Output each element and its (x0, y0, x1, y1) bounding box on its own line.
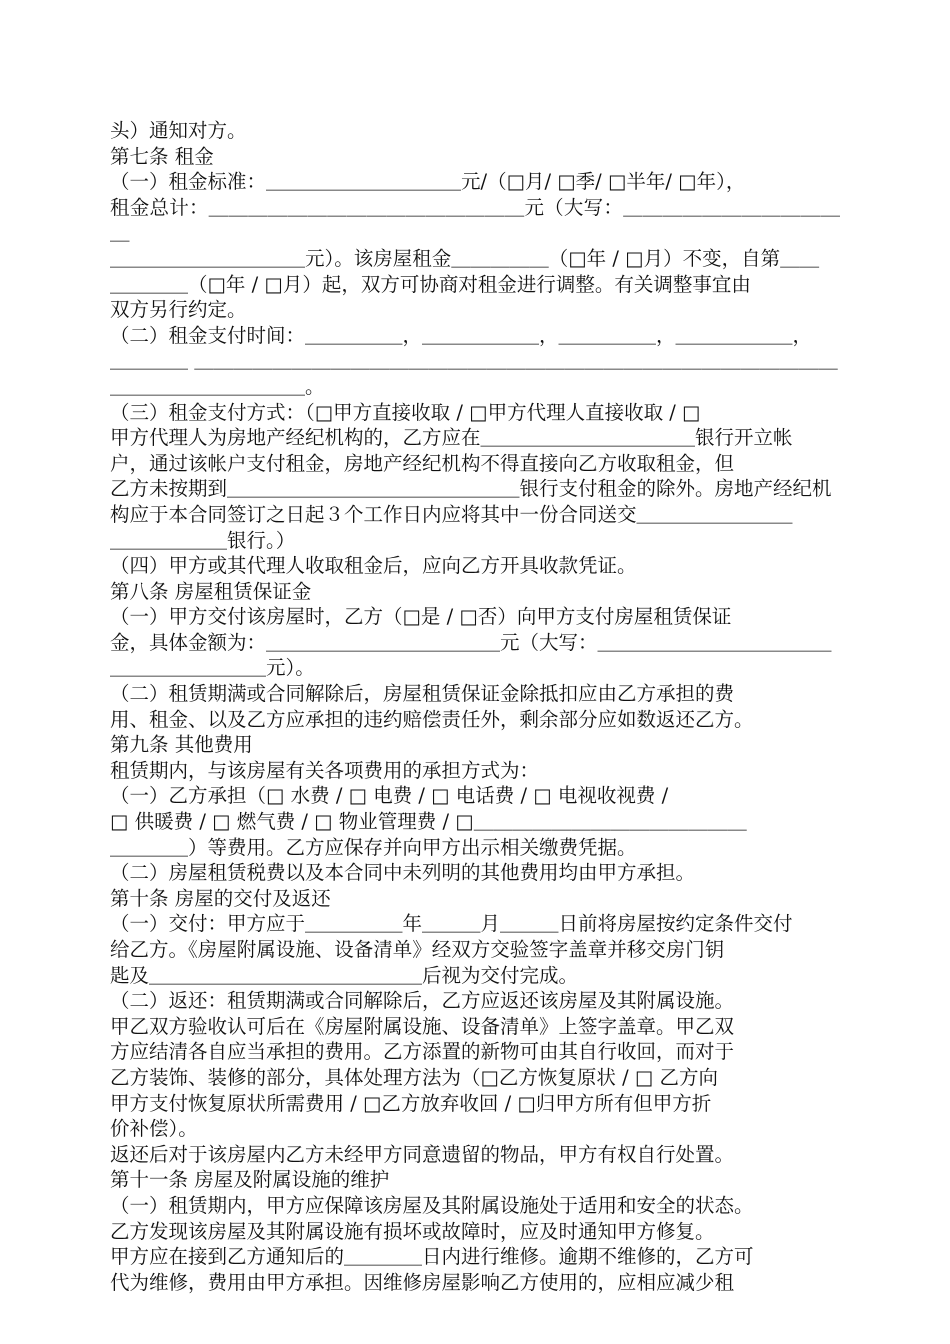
text-line: （二）返还：租赁期满或合同解除后，乙方应返还该房屋及其附属设施。 (110, 989, 735, 1013)
text-line: 乙方未按期到＿＿＿＿＿＿＿＿＿＿＿＿＿＿＿银行支付租金的除外。房地产经纪机 (110, 477, 832, 501)
contract-page (110, 118, 840, 1295)
text-line: ＿＿＿＿＿＿＿＿＿＿。 (110, 374, 325, 398)
text-line: 用、租金、以及乙方应承担的违约赔偿责任外，剩余部分应如数返还乙方。 (110, 707, 754, 731)
text-line: （一）交付：甲方应于＿＿＿＿＿年＿＿＿月＿＿＿日前将房屋按约定条件交付 (110, 912, 793, 936)
text-line: （二）租金支付时间：＿＿＿＿＿，＿＿＿＿＿＿，＿＿＿＿＿，＿＿＿＿＿＿， (110, 323, 813, 347)
text-line: 返还后对于该房屋内乙方未经甲方同意遗留的物品，甲方有权自行处置。 (110, 1142, 735, 1166)
text-line: 甲乙双方验收认可后在《房屋附属设施、设备清单》上签字盖章。甲乙双 (110, 1014, 735, 1038)
text-line: （一）乙方承担（□ 水费 / □ 电费 / □ 电话费 / □ 电视收视费 / (110, 784, 669, 808)
text-line: （一）租赁期内，甲方应保障该房屋及其附属设施处于适用和安全的状态。 (110, 1193, 754, 1217)
text-line: 构应于本合同签订之日起３个工作日内应将其中一份合同送交＿＿＿＿＿＿＿＿ (110, 502, 793, 526)
text-line: （三）租金支付方式：（□甲方直接收取 / □甲方代理人直接收取 / □ (110, 400, 701, 424)
text-line: 乙方装饰、装修的部分，具体处理方法为（□乙方恢复原状 / □ 乙方向 (110, 1065, 719, 1089)
text-line: ＿＿＿＿）等费用。乙方应保存并向甲方出示相关缴费凭据。 (110, 835, 637, 859)
text-line: （一）租金标准：＿＿＿＿＿＿＿＿＿＿元/（□月/ □季/ □半年/ □年）， (110, 170, 746, 194)
text-line: 双方另行约定。 (110, 298, 247, 322)
section-heading: 第八条 房屋租赁保证金 (110, 579, 312, 603)
section-heading: 第十条 房屋的交付及返还 (110, 886, 331, 910)
text-line: （二）房屋租赁税费以及本合同中未列明的其他费用均由甲方承担。 (110, 861, 696, 885)
text-line: 甲方支付恢复原状所需费用 / □乙方放弃收回 / □归甲方所有但甲方折 (110, 1091, 712, 1115)
text-line: ＿＿＿＿＿＿＿＿＿＿元）。该房屋租金＿＿＿＿＿（□年 / □月）不变，自第＿＿ (110, 246, 820, 270)
text-line: （一）甲方交付该房屋时，乙方（□是 / □否）向甲方支付房屋租赁保证 (110, 605, 732, 629)
text-line: □ 供暖费 / □ 燃气费 / □ 物业管理费 / □＿＿＿＿＿＿＿＿＿＿＿＿＿＿ (110, 810, 747, 834)
text-line: ＿＿＿＿（□年 / □月）起，双方可协商对租金进行调整。有关调整事宜由 (110, 272, 751, 296)
text-line: 匙及＿＿＿＿＿＿＿＿＿＿＿＿＿＿后视为交付完成。 (110, 963, 579, 987)
text-line: （二）租赁期满或合同解除后，房屋租赁保证金除抵扣应由乙方承担的费 (110, 682, 735, 706)
text-line: 方应结清各自应当承担的费用。乙方添置的新物可由其自行收回，而对于 (110, 1040, 735, 1064)
section-heading: 第九条 其他费用 (110, 733, 253, 757)
section-heading: 第七条 租金 (110, 144, 214, 168)
text-line: 价补偿）。 (110, 1117, 198, 1141)
text-line: （四）甲方或其代理人收取租金后，应向乙方开具收款凭证。 (110, 554, 637, 578)
text-line: ＿＿＿＿ ＿＿＿＿＿＿＿＿＿＿＿＿＿＿＿＿＿＿＿＿＿＿＿＿＿＿＿＿＿＿＿＿＿ (110, 349, 838, 373)
text-line: ＿＿＿＿＿＿银行。） (110, 528, 296, 552)
text-line: 乙方发现该房屋及其附属设施有损坏或故障时，应及时通知甲方修复。 (110, 1219, 715, 1243)
text-line: 给乙方。《房屋附属设施、设备清单》经双方交验签字盖章并移交房门钥 (110, 938, 725, 961)
text-line: 甲方应在接到乙方通知后的＿＿＿＿日内进行维修。逾期不维修的，乙方可 (110, 1245, 754, 1269)
text-line: ＿＿＿＿＿＿＿＿元）。 (110, 656, 315, 680)
text-line: 甲方代理人为房地产经纪机构的，乙方应在＿＿＿＿＿＿＿＿＿＿＿银行开立帐 (110, 426, 793, 450)
text-line: 头）通知对方。 (110, 119, 247, 142)
text-line: 租赁期内，与该房屋有关各项费用的承担方式为： (110, 758, 540, 782)
text-line: 租金总计：＿＿＿＿＿＿＿＿＿＿＿＿＿＿＿＿元（大写：＿＿＿＿＿＿＿＿＿＿＿＿ (110, 195, 840, 245)
text-line: 户，通过该帐户支付租金，房地产经纪机构不得直接向乙方收取租金，但 (110, 451, 735, 475)
text-line: 代为维修，费用由甲方承担。因维修房屋影响乙方使用的，应相应减少租 (110, 1270, 735, 1294)
text-line: 金，具体金额为：＿＿＿＿＿＿＿＿＿＿＿＿元（大写：＿＿＿＿＿＿＿＿＿＿＿＿ (110, 630, 832, 654)
section-heading: 第十一条 房屋及附属设施的维护 (110, 1168, 390, 1192)
